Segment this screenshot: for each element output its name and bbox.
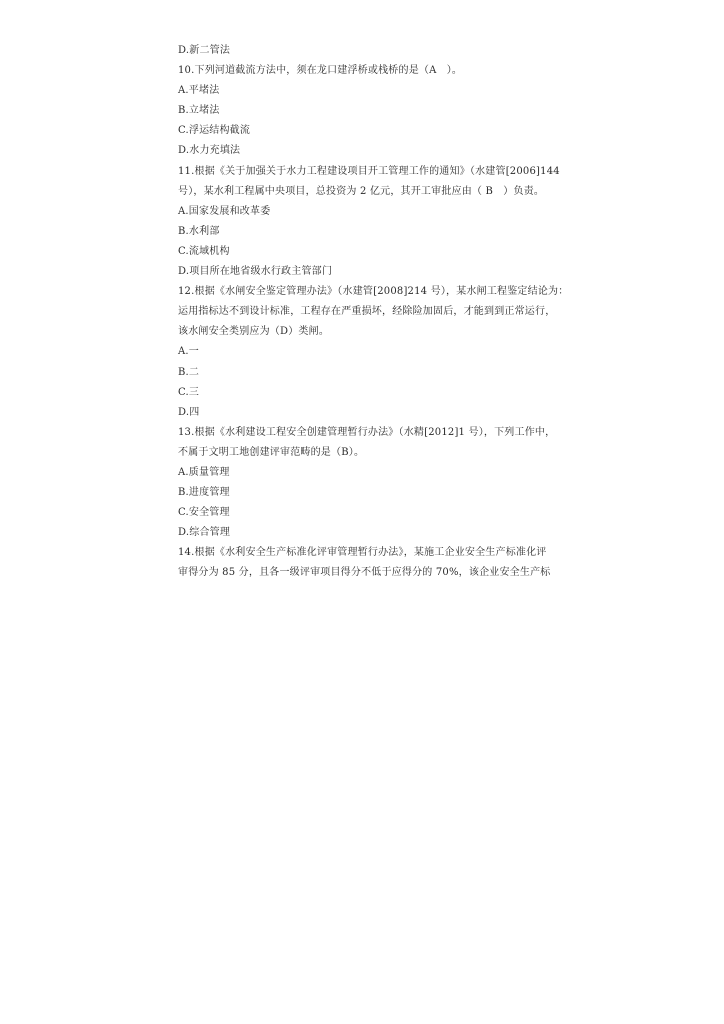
question-13-option-b: B.进度管理 xyxy=(178,487,230,499)
question-11-option-d: D.项目所在地省级水行政主管部门 xyxy=(178,266,333,278)
question-13-option-a: A.质量管理 xyxy=(178,466,230,478)
question-11-option-c: C.流域机构 xyxy=(178,245,230,257)
question-10-option-b: B.立堵法 xyxy=(178,105,220,117)
document-body xyxy=(178,41,569,584)
question-13-option-c: C.安全管理 xyxy=(178,507,230,519)
question-11-option-a: A.国家发展和改革委 xyxy=(178,205,271,217)
question-13-stem-line-1: 13.根据《水利建设工程安全创建管理暂行办法》（水精[2012]1 号），下列工作中， xyxy=(178,426,556,438)
question-12-option-c: C.三 xyxy=(178,386,200,398)
question-13-stem-line-2: 不属于文明工地创建评审范畴的是（B）。 xyxy=(178,446,365,458)
question-12-option-b: B.二 xyxy=(178,366,200,378)
question-10-option-a: A.平堵法 xyxy=(178,85,220,97)
question-13-option-d: D.综合管理 xyxy=(178,527,231,539)
question-10-stem: 10.下列河道截流方法中，须在龙口建浮桥或栈桥的是（A ）。 xyxy=(178,65,463,77)
question-12-stem-line-3: 该水闸安全类别应为（D）类闸。 xyxy=(178,326,330,338)
question-11-option-b: B.水利部 xyxy=(178,225,220,237)
question-12-stem-line-2: 运用指标达不到设计标准，工程存在严重损坏，经除险加固后，才能到到正常运行， xyxy=(178,306,556,318)
question-12-stem-line-1: 12.根据《水闸安全鉴定管理办法》（水建管[2008]214 号），某水闸工程鉴定结论为： xyxy=(178,286,569,298)
question-11-stem-line-2: 号），某水利工程属中央项目，总投资为 2 亿元，其开工审批应由（ B ）负责。 xyxy=(178,185,545,197)
question-10-option-d: D.水力充填法 xyxy=(178,145,241,157)
text-line: D.新二管法 xyxy=(178,45,231,56)
question-12-option-a: A.一 xyxy=(178,346,200,358)
question-10-option-c: C.浮运结构截流 xyxy=(178,125,251,137)
question-14-stem-line-2: 审得分为 85 分，且各一级评审项目得分不低于应得分的 70%，该企业安全生产标 xyxy=(178,567,551,579)
question-12-option-d: D.四 xyxy=(178,406,200,418)
question-14-stem-line-1: 14.根据《水利安全生产标准化评审管理暂行办法》，某施工企业安全生产标准化评 xyxy=(178,547,547,559)
question-11-stem-line-1: 11.根据《关于加强关于水力工程建设项目开工管理工作的通知》（水建管[2006]144 xyxy=(178,165,560,177)
